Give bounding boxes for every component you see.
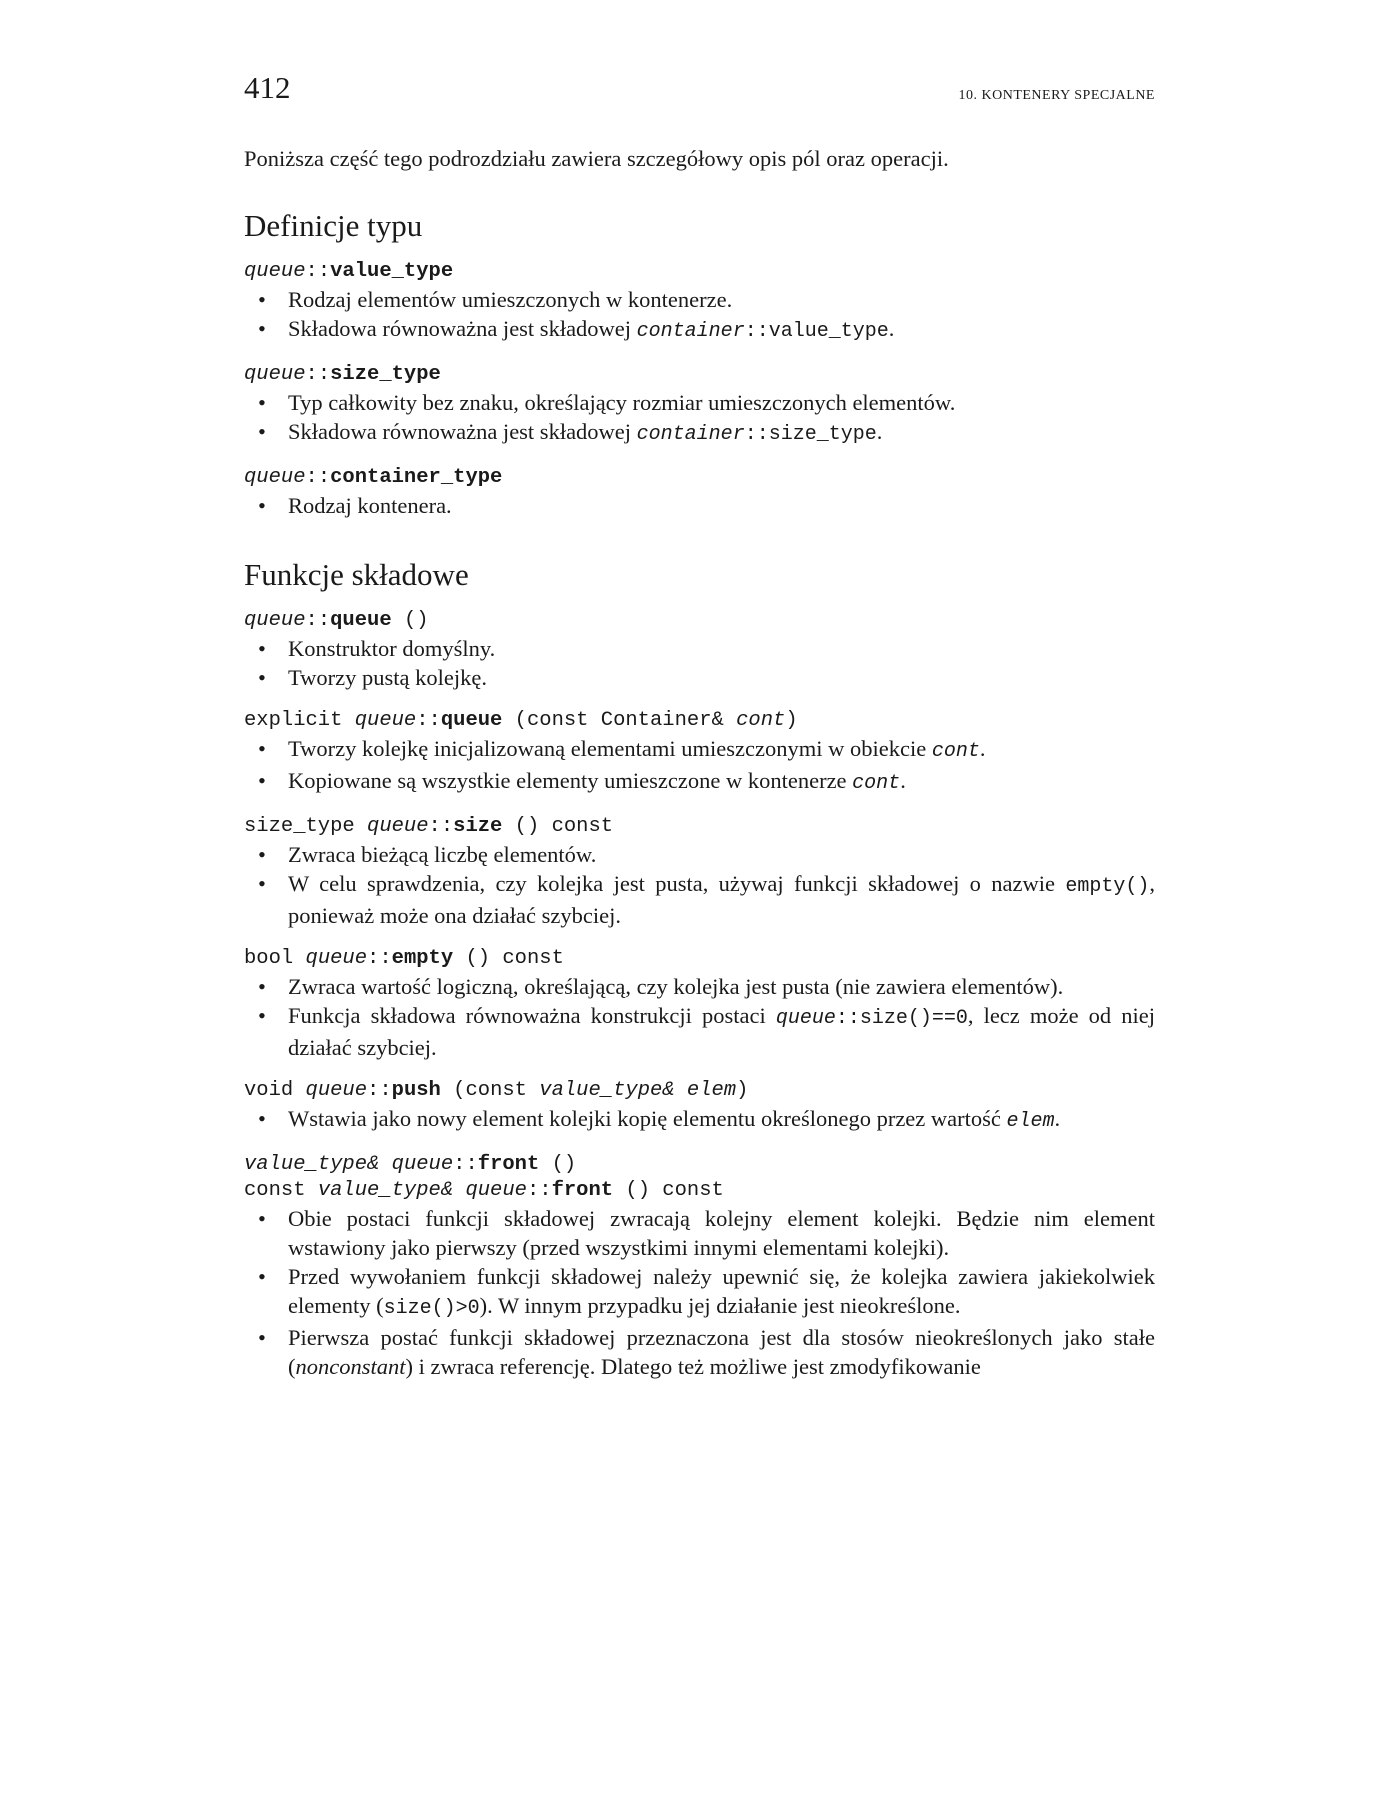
page-body [244,144,1155,1397]
signature: explicit queue::queue (const Container& cont) [244,709,798,732]
list-item: • Rodzaj kontenera. [244,491,1155,520]
list-item: • Rodzaj elementów umieszczonych w kontenerze. [244,285,1155,314]
bullet-list [244,734,1155,798]
list-item: • Typ całkowity bez znaku, określający rozmiar umieszczonych elementów. [244,388,1155,417]
bullet-list [244,634,1155,692]
member-entry-front [244,1152,1155,1381]
list-item: • Tworzy pustą kolejkę. [244,663,1155,692]
page-number: 412 [244,70,291,105]
list-item: • Funkcja składowa równoważna konstrukcji postaci queue::size()==0, lecz może od niej działać szybciej. [244,1001,1155,1062]
list-item: • Wstawia jako nowy element kolejki kopię elementu określonego przez wartość elem. [244,1104,1155,1136]
signature: bool queue::empty () const [244,947,564,970]
type-entry-size-type [244,362,1155,449]
member-entry-push [244,1078,1155,1136]
list-item: • Zwraca wartość logiczną, określającą, czy kolejka jest pusta (nie zawiera elementów). [244,972,1155,1001]
signature: void queue::push (const value_type& elem) [244,1079,749,1102]
member-entry-empty [244,946,1155,1062]
list-item: • Zwraca bieżącą liczbę elementów. [244,840,1155,869]
signature: queue::value_type [244,260,454,283]
type-entry-container-type [244,465,1155,520]
member-entry-default-constructor [244,608,1155,692]
bullet-list [244,285,1155,346]
bullet-list [244,972,1155,1062]
bullet-list [244,388,1155,449]
list-item: • Konstruktor domyślny. [244,634,1155,663]
type-entry-value-type [244,259,1155,346]
list-item: • W celu sprawdzenia, czy kolejka jest pusta, używaj funkcji składowej o nazwie empty(), ponieważ może ona działać szybciej. [244,869,1155,930]
section-heading-members: Funkcje składowe [244,557,469,592]
list-item: • Pierwsza postać funkcji składowej przeznaczona jest dla stosów nieokreślonych jako stałe (nonconstant) i zwraca referencję. Dlatego też możliwe jest zmodyfikowanie [244,1323,1155,1381]
bullet-list [244,1104,1155,1136]
list-item: • Tworzy kolejkę inicjalizowaną elementami umieszczonymi w obiekcie cont. [244,734,1155,766]
signature-const: const value_type& queue::front () const [244,1179,724,1202]
intro-paragraph: Poniższa część tego podrozdziału zawiera szczegółowy opis pól oraz operacji. [244,146,949,171]
signature: queue::container_type [244,466,503,489]
signature: queue::size_type [244,363,441,386]
member-entry-explicit-constructor [244,708,1155,798]
signature-nonconst: value_type& queue::front () [244,1153,577,1176]
section-heading-types: Definicje typu [244,208,423,243]
list-item: • Składowa równoważna jest składowej container::size_type. [244,417,1155,449]
signature: size_type queue::size () const [244,815,614,838]
list-item: • Obie postaci funkcji składowej zwracają kolejny element kolejki. Będzie nim element wstawiony jako pierwszy (przed wszystkimi innymi elementami kolejki). [244,1204,1155,1262]
bullet-list [244,491,1155,520]
list-item: • Przed wywołaniem funkcji składowej należy upewnić się, że kolejka zawiera jakiekolwiek elementy (size()>0). W innym przypadku jej działanie jest nieokreślone. [244,1262,1155,1323]
bullet-list [244,840,1155,930]
running-head: 10. KONTENERY SPECJALNE [958,88,1155,103]
signature: queue::queue () [244,609,429,632]
member-entry-size [244,814,1155,930]
list-item: • Składowa równoważna jest składowej container::value_type. [244,314,1155,346]
bullet-list [244,1204,1155,1381]
list-item: • Kopiowane są wszystkie elementy umieszczone w kontenerze cont. [244,766,1155,798]
